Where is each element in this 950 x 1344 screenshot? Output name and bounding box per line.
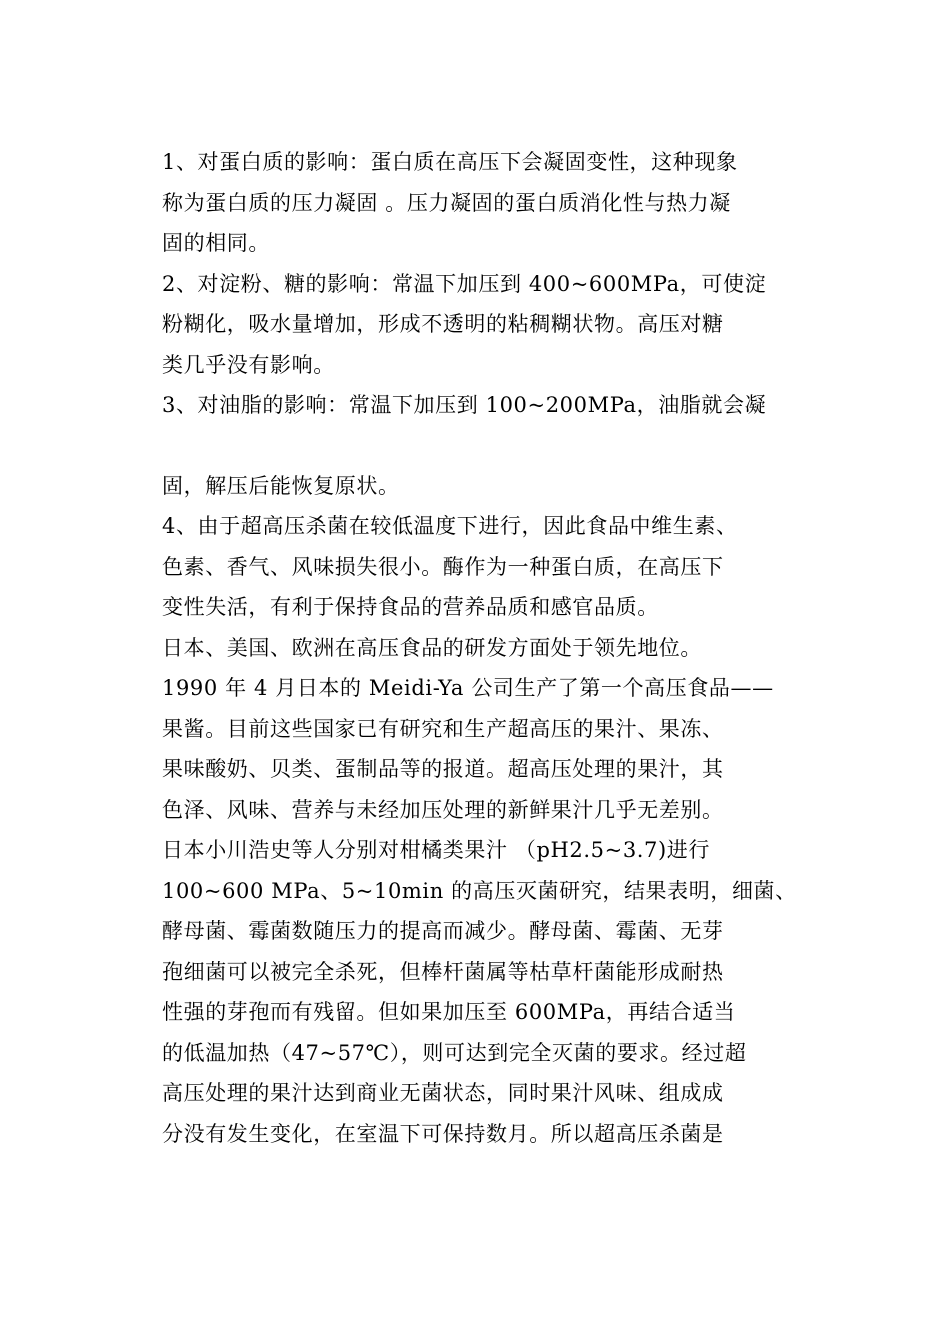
text-line: 称为蛋白质的压力凝固 。压力凝固的蛋白质消化性与热力凝 <box>162 190 731 215</box>
text-line: 酵母菌、霉菌数随压力的提高而减少。酵母菌、霉菌、无芽 <box>162 919 724 943</box>
text-line: 果酱。目前这些国家已有研究和生产超高压的果汁、果冻、 <box>162 716 724 741</box>
text-line: 1、对蛋白质的影响：蛋白质在高压下会凝固变性，这种现象 <box>162 150 738 174</box>
text-line: 1990 年 4 月日本的 Meidi-Ya 公司生产了第一个高压食品—— <box>162 676 774 700</box>
text-line: 100~600 MPa、5~10min 的高压灭菌研究，结果表明，细菌、 <box>162 878 797 903</box>
text-line: 变性失活，有利于保持食品的营养品质和感官品质。 <box>162 595 659 619</box>
text-line: 2、对淀粉、糖的影响：常温下加压到 400~600MPa，可使淀 <box>162 271 767 296</box>
text-line: 色泽、风味、营养与未经加压处理的新鲜果汁几乎无差别。 <box>162 797 724 822</box>
text-line: 4、由于超高压杀菌在较低温度下进行，因此食品中维生素、 <box>162 514 738 538</box>
text-line: 粉糊化，吸水量增加，形成不透明的粘稠糊状物。高压对糖 <box>162 312 724 336</box>
text-line: 日本、美国、欧洲在高压食品的研发方面处于领先地位。 <box>162 635 702 660</box>
text-line: 的低温加热（47~57℃），则可达到完全灭菌的要求。经过超 <box>162 1040 747 1065</box>
text-line: 3、对油脂的影响：常温下加压到 100~200MPa，油脂就会凝 <box>162 393 767 417</box>
text-line: 色素、香气、风味损失很小。酶作为一种蛋白质，在高压下 <box>162 554 724 579</box>
text-line: 类几乎没有影响。 <box>162 352 335 377</box>
text-line: 固的相同。 <box>162 231 270 255</box>
text-line: 日本小川浩史等人分别对柑橘类果汁 （pH2.5~3.7)进行 <box>162 838 711 862</box>
text-line: 分没有发生变化，在室温下可保持数月。所以超高压杀菌是 <box>162 1121 724 1146</box>
text-line: 果味酸奶、贝类、蛋制品等的报道。超高压处理的果汁，其 <box>162 757 724 781</box>
body-text <box>162 142 802 1154</box>
text-line: 性强的芽孢而有残留。但如果加压至 600MPa，再结合适当 <box>162 1000 736 1024</box>
text-line: 孢细菌可以被完全杀死，但棒杆菌属等枯草杆菌能形成耐热 <box>162 959 724 984</box>
text-line: 固，解压后能恢复原状。 <box>162 473 400 498</box>
text-line: 高压处理的果汁达到商业无菌状态，同时果汁风味、组成成 <box>162 1081 724 1105</box>
